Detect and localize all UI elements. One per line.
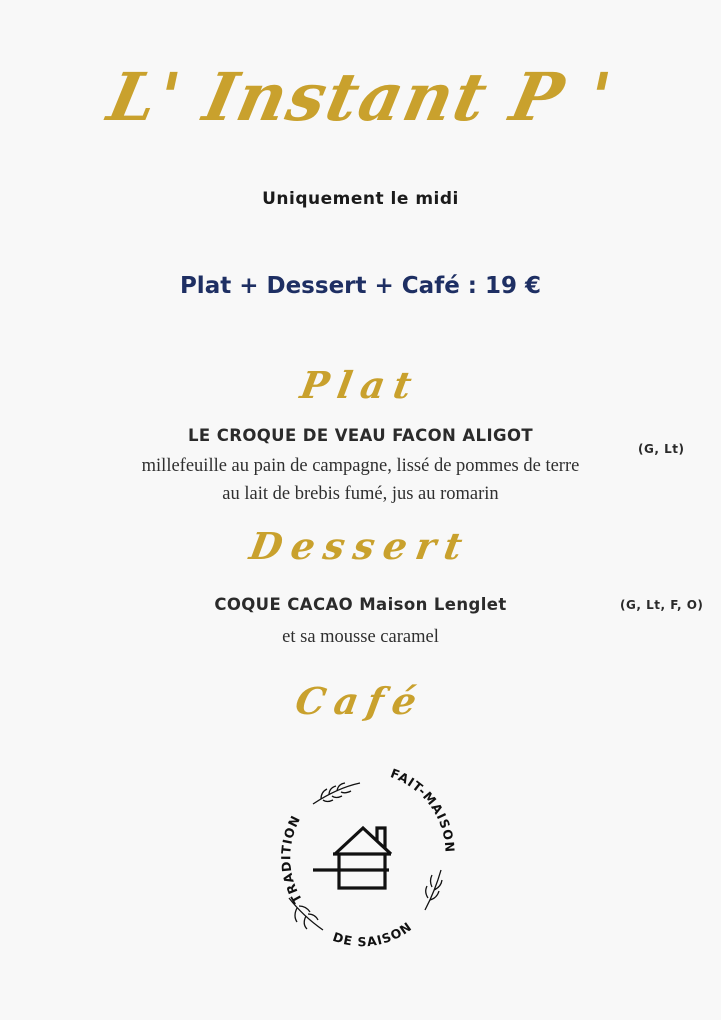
section-heading-plat: Plat [297, 363, 424, 407]
section-heading-cafe: Café [292, 679, 429, 723]
plat-dish-name: LE CROQUE DE VEAU FACON ALIGOT [187, 426, 534, 445]
dessert-dish-description: et sa mousse caramel [282, 627, 439, 647]
plat-description-line-1: millefeuille au pain de campagne, lissé de pommes de terre [141, 456, 580, 476]
fait-maison-logo [265, 766, 457, 958]
dessert-allergens: (G, Lt, F, O) [620, 598, 704, 612]
lunch-only-subtitle: Uniquement le midi [262, 189, 459, 209]
section-heading-dessert: Dessert [246, 524, 475, 568]
house-icon [313, 828, 391, 888]
badge-text-de-saison: DE SAISON [330, 918, 415, 950]
fait-maison-badge [265, 766, 457, 958]
menu-price-line: Plat + Dessert + Café : 19 € [179, 273, 542, 299]
dessert-dish-name: COQUE CACAO Maison Lenglet [214, 595, 507, 614]
plat-dish-description [0, 452, 721, 508]
badge-text-fait-maison: FAIT-MAISON [388, 766, 457, 854]
restaurant-title: L' Instant P ' [101, 58, 620, 136]
plat-description-line-2: au lait de brebis fumé, jus au romarin [222, 484, 499, 504]
branch-icon-right [425, 870, 442, 910]
badge-text-tradition: TRADITION [278, 812, 305, 907]
branch-icon-top [313, 783, 360, 804]
plat-allergens: (G, Lt) [638, 442, 685, 456]
